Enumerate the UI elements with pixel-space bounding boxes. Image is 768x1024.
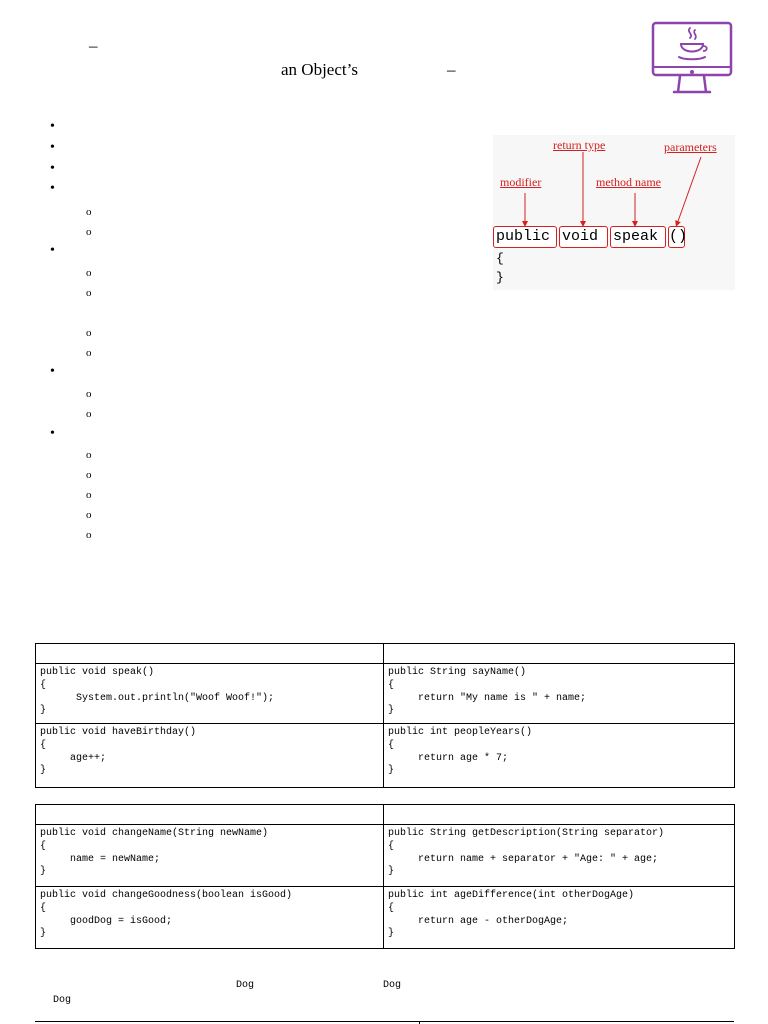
table-row	[36, 887, 735, 949]
sub-bullet-glyph: o	[86, 267, 92, 279]
class-name-dog: Dog	[53, 995, 72, 1006]
page-title: an Object’s	[281, 60, 358, 79]
sub-bullet-glyph: o	[86, 206, 92, 218]
code-cell-have-birthday: public void haveBirthday() { age++; }	[36, 724, 384, 788]
bullet-glyph: •	[50, 181, 55, 196]
label-method-name: method name	[596, 175, 661, 189]
java-coffee-monitor-icon	[650, 20, 734, 96]
sub-bullet-glyph: o	[86, 388, 92, 400]
table-header-row	[36, 805, 735, 825]
method-signature-diagram	[493, 135, 735, 290]
sub-bullet-glyph: o	[86, 509, 92, 521]
table-header-cell	[384, 644, 735, 664]
code-close-brace: }	[496, 270, 504, 285]
code-cell-say-name: public String sayName() { return "My name is " + name; }	[384, 664, 735, 724]
sub-bullet-glyph: o	[86, 287, 92, 299]
table-row	[36, 825, 735, 887]
code-return-type: void	[559, 226, 608, 248]
code-params: ()	[668, 226, 685, 248]
code-cell-age-difference: public int ageDifference(int otherDogAge) { return age - otherDogAge; }	[384, 887, 735, 949]
code-cell-people-years: public int peopleYears() { return age * 7; }	[384, 724, 735, 788]
bullet-glyph: •	[50, 426, 55, 441]
methods-table-no-params	[35, 643, 735, 788]
code-cell-speak: public void speak() { System.out.println("Woof Woof!"); }	[36, 664, 384, 724]
code-modifier: public	[493, 226, 557, 248]
sub-bullet-glyph: o	[86, 408, 92, 420]
sub-bullet-glyph: o	[86, 449, 92, 461]
sub-bullet-glyph: o	[86, 347, 92, 359]
class-name-dog: Dog	[236, 980, 255, 991]
table-header-cell	[36, 805, 384, 825]
bullet-glyph: •	[50, 243, 55, 258]
code-method-name: speak	[610, 226, 666, 248]
table-header-row	[36, 644, 735, 664]
sub-bullet-glyph: o	[86, 489, 92, 501]
table-header-cell	[36, 644, 384, 664]
label-modifier: modifier	[500, 175, 542, 189]
code-cell-get-description: public String getDescription(String separator) { return name + separator + "Age: " + age; }	[384, 825, 735, 887]
table-row	[36, 664, 735, 724]
diagram-arrows	[493, 135, 735, 290]
table-header-cell	[384, 805, 735, 825]
code-cell-change-goodness: public void changeGoodness(boolean isGood) { goodDog = isGood; }	[36, 887, 384, 949]
sub-bullet-glyph: o	[86, 529, 92, 541]
sub-bullet-glyph: o	[86, 469, 92, 481]
bullet-glyph: •	[50, 161, 55, 176]
table-row	[36, 724, 735, 788]
label-return-type: return type	[553, 138, 606, 152]
methods-table-with-params	[35, 804, 735, 949]
class-name-dog: Dog	[383, 980, 402, 991]
label-parameters: parameters	[664, 140, 717, 154]
title-dash-2: –	[447, 60, 456, 79]
code-cell-change-name: public void changeName(String newName) { name = newName; }	[36, 825, 384, 887]
title-dash-1: –	[89, 36, 98, 55]
bullet-glyph: •	[50, 364, 55, 379]
bullet-glyph: •	[50, 119, 55, 134]
code-open-brace: {	[496, 251, 504, 266]
sub-bullet-glyph: o	[86, 226, 92, 238]
bullet-list	[0, 0, 470, 560]
bullet-glyph: •	[50, 140, 55, 155]
sub-bullet-glyph: o	[86, 327, 92, 339]
